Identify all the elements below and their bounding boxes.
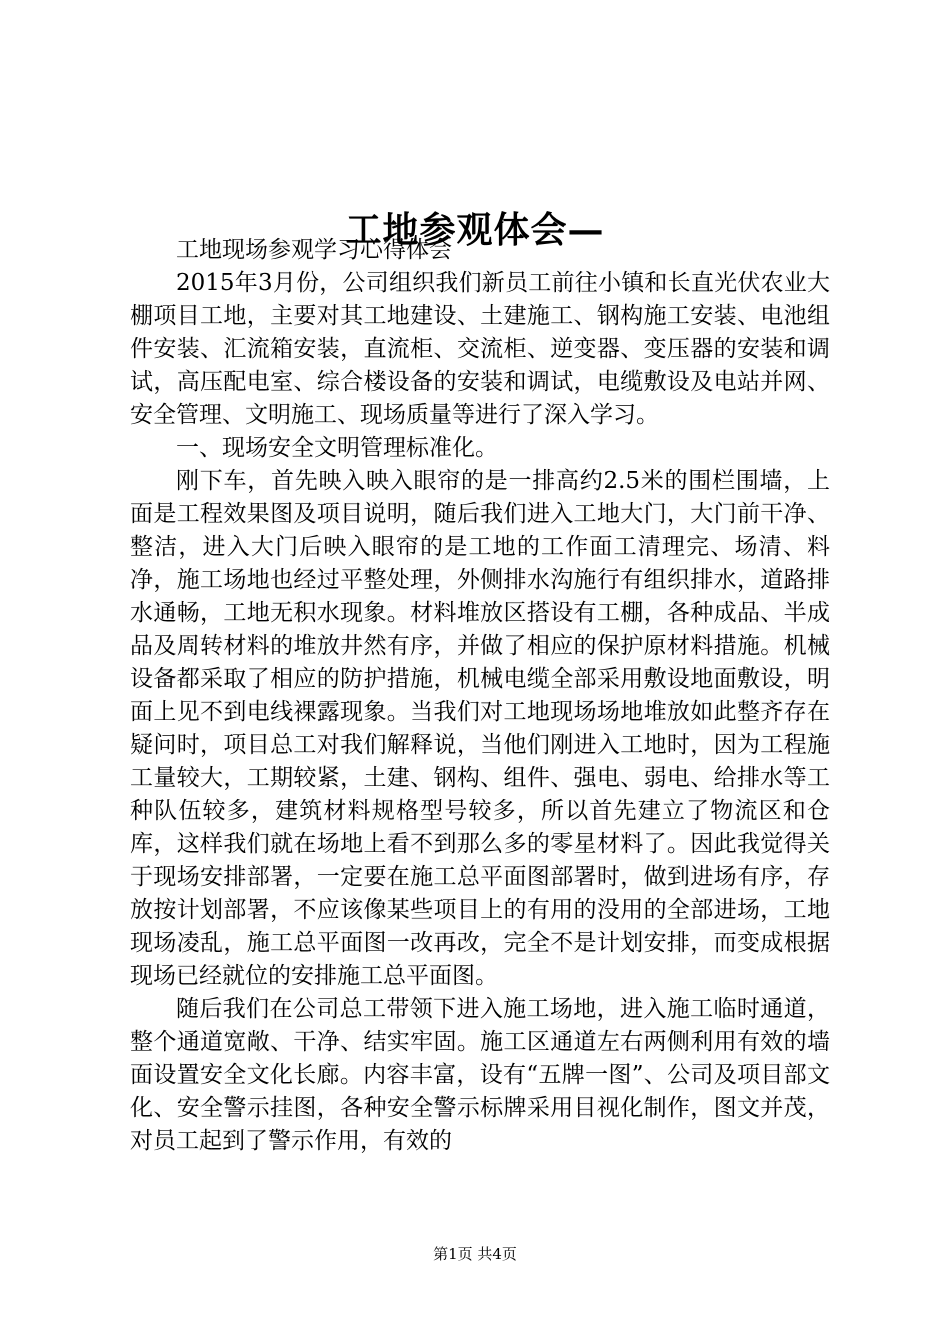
- section-heading: 一、现场安全文明管理标准化。: [176, 435, 498, 461]
- page-number-footer: 第1页 共4页: [433, 1245, 517, 1263]
- body-paragraph: 随后我们在公司总工带领下进入施工场地，进入施工临时通道，整个通道宽敞、干净、结实牢固。施工区通道左右两侧利用有效的墙面设置安全文化长廊。内容丰富，设有“五牌一图”、公司及项目部文化、安全警示挂图，各种安全警示标牌采用目视化制作，图文并茂，对员工起到了警示作用，有效的: [130, 996, 830, 1154]
- body-paragraph: 刚下车，首先映入映入眼帘的是一排高约2.5米的围栏围墙，上面是工程效果图及项目说明，随后我们进入工地大门，大门前干净、整洁，进入大门后映入眼帘的是工地的工作面工清理完、场清、料净，施工场地也经过平整处理，外侧排水沟施行有组织排水，道路排水通畅，工地无积水现象。材料堆放区搭设有工棚，各种成品、半成品及周转材料的堆放井然有序，并做了相应的保护原材料措施。机械设备都采取了相应的防护措施，机械电缆全部采用敷设地面敷设，明面上见不到电线裸露现象。当我们对工地现场场地堆放如此整齐存在疑问时，项目总工对我们解释说，当他们刚进入工地时，因为工程施工量较大，工期较紧，土建、钢构、组件、强电、弱电、给排水等工种队伍较多，建筑材料规格型号较多，所以首先建立了物流区和仓库，这样我们就在场地上看不到那么多的零星材料了。因此我觉得关于现场安排部署，一定要在施工总平面图部署时，做到进场有序，存放按计划部署，不应该像某些项目上的有用的没用的全部进场，工地现场凌乱，施工总平面图一改再改，完全不是计划安排，而变成根据现场已经就位的安排施工总平面图。: [130, 468, 830, 989]
- subtitle-paragraph: 工地现场参观学习心得体会: [176, 237, 452, 263]
- document-title: 工地参观体会—: [345, 209, 605, 252]
- intro-paragraph: 2015年3月份，公司组织我们新员工前往小镇和长直光伏农业大棚项目工地，主要对其工地建设、土建施工、钢构施工安装、电池组件安装、汇流箱安装，直流柜、交流柜、逆变器、变压器的安装和调试，高压配电室、综合楼设备的安装和调试，电缆敷设及电站并网、安全管理、文明施工、现场质量等进行了深入学习。: [130, 270, 830, 428]
- document-body: [130, 234, 830, 1158]
